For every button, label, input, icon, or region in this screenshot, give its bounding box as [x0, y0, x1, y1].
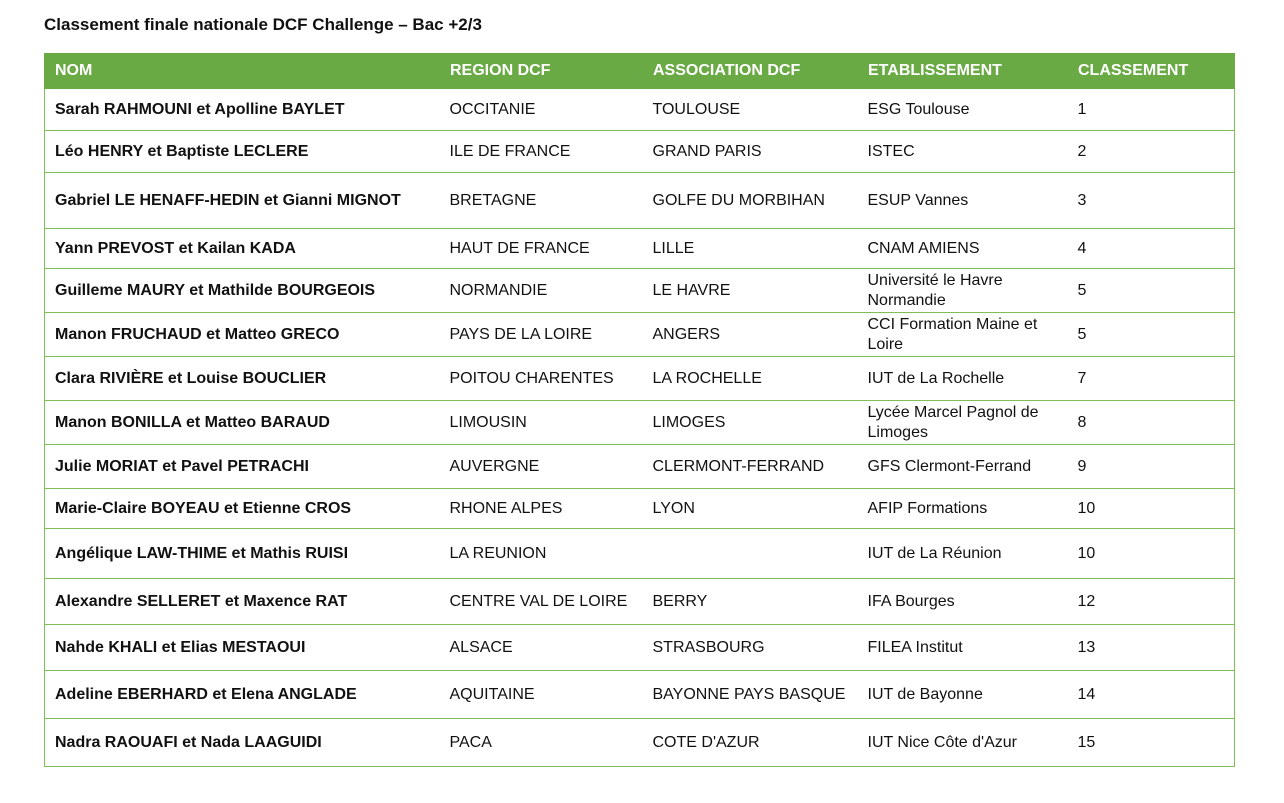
cell-classement: 9 — [1068, 445, 1235, 489]
table-row — [45, 579, 1235, 625]
cell-region: LIMOUSIN — [440, 401, 643, 445]
cell-association: LYON — [643, 489, 858, 529]
cell-nom: Angélique LAW-THIME et Mathis RUISI — [45, 529, 440, 579]
table-row — [45, 313, 1235, 357]
table-row — [45, 671, 1235, 719]
cell-nom: Manon BONILLA et Matteo BARAUD — [45, 401, 440, 445]
cell-classement: 3 — [1068, 173, 1235, 229]
header-row — [45, 54, 1235, 89]
cell-etablissement: IUT de La Réunion — [858, 529, 1068, 579]
cell-association: LA ROCHELLE — [643, 357, 858, 401]
cell-region: CENTRE VAL DE LOIRE — [440, 579, 643, 625]
cell-etablissement: CCI Formation Maine et Loire — [858, 313, 1068, 357]
cell-etablissement: ESUP Vannes — [858, 173, 1068, 229]
table-row — [45, 89, 1235, 131]
table-row — [45, 529, 1235, 579]
cell-etablissement: AFIP Formations — [858, 489, 1068, 529]
cell-etablissement: Université le Havre Normandie — [858, 269, 1068, 313]
cell-classement: 5 — [1068, 313, 1235, 357]
cell-nom: Julie MORIAT et Pavel PETRACHI — [45, 445, 440, 489]
cell-classement: 15 — [1068, 719, 1235, 767]
table-row — [45, 173, 1235, 229]
cell-etablissement: CNAM AMIENS — [858, 229, 1068, 269]
ranking-table — [44, 53, 1235, 767]
cell-nom: Guilleme MAURY et Mathilde BOURGEOIS — [45, 269, 440, 313]
column-header-nom: NOM — [45, 54, 440, 89]
cell-etablissement: ISTEC — [858, 131, 1068, 173]
cell-classement: 1 — [1068, 89, 1235, 131]
page-title: Classement finale nationale DCF Challenge – Bac +2/3 — [44, 15, 482, 34]
cell-nom: Gabriel LE HENAFF-HEDIN et Gianni MIGNOT — [45, 173, 440, 229]
cell-nom: Yann PREVOST et Kailan KADA — [45, 229, 440, 269]
table-row — [45, 489, 1235, 529]
cell-region: PAYS DE LA LOIRE — [440, 313, 643, 357]
cell-classement: 13 — [1068, 625, 1235, 671]
cell-association: LE HAVRE — [643, 269, 858, 313]
cell-nom: Léo HENRY et Baptiste LECLERE — [45, 131, 440, 173]
cell-etablissement: IUT de Bayonne — [858, 671, 1068, 719]
cell-classement: 4 — [1068, 229, 1235, 269]
table-body — [45, 89, 1235, 767]
column-header-region: REGION DCF — [440, 54, 643, 89]
cell-association: STRASBOURG — [643, 625, 858, 671]
cell-etablissement: ESG Toulouse — [858, 89, 1068, 131]
cell-nom: Clara RIVIÈRE et Louise BOUCLIER — [45, 357, 440, 401]
table-row — [45, 625, 1235, 671]
cell-etablissement: GFS Clermont-Ferrand — [858, 445, 1068, 489]
cell-region: POITOU CHARENTES — [440, 357, 643, 401]
cell-etablissement: FILEA Institut — [858, 625, 1068, 671]
table-header — [45, 54, 1235, 89]
cell-etablissement: Lycée Marcel Pagnol de Limoges — [858, 401, 1068, 445]
cell-region: ILE DE FRANCE — [440, 131, 643, 173]
cell-classement: 12 — [1068, 579, 1235, 625]
cell-nom: Adeline EBERHARD et Elena ANGLADE — [45, 671, 440, 719]
cell-region: NORMANDIE — [440, 269, 643, 313]
cell-nom: Nahde KHALI et Elias MESTAOUI — [45, 625, 440, 671]
cell-association — [643, 529, 858, 579]
cell-classement: 2 — [1068, 131, 1235, 173]
column-header-etablissement: ETABLISSEMENT — [858, 54, 1068, 89]
table-row — [45, 269, 1235, 313]
cell-region: RHONE ALPES — [440, 489, 643, 529]
cell-nom: Sarah RAHMOUNI et Apolline BAYLET — [45, 89, 440, 131]
cell-region: HAUT DE FRANCE — [440, 229, 643, 269]
cell-nom: Marie-Claire BOYEAU et Etienne CROS — [45, 489, 440, 529]
cell-classement: 7 — [1068, 357, 1235, 401]
cell-nom: Alexandre SELLERET et Maxence RAT — [45, 579, 440, 625]
cell-region: BRETAGNE — [440, 173, 643, 229]
cell-association: ANGERS — [643, 313, 858, 357]
cell-association: COTE D'AZUR — [643, 719, 858, 767]
table-row — [45, 131, 1235, 173]
cell-classement: 14 — [1068, 671, 1235, 719]
cell-classement: 5 — [1068, 269, 1235, 313]
column-header-association: ASSOCIATION DCF — [643, 54, 858, 89]
cell-etablissement: IUT de La Rochelle — [858, 357, 1068, 401]
cell-region: AQUITAINE — [440, 671, 643, 719]
cell-region: PACA — [440, 719, 643, 767]
column-header-classement: CLASSEMENT — [1068, 54, 1235, 89]
cell-etablissement: IFA Bourges — [858, 579, 1068, 625]
cell-classement: 10 — [1068, 529, 1235, 579]
cell-association: LILLE — [643, 229, 858, 269]
table-row — [45, 229, 1235, 269]
table-row — [45, 445, 1235, 489]
cell-association: BAYONNE PAYS BASQUE — [643, 671, 858, 719]
table-row — [45, 719, 1235, 767]
cell-association: GRAND PARIS — [643, 131, 858, 173]
cell-region: OCCITANIE — [440, 89, 643, 131]
table-row — [45, 401, 1235, 445]
cell-region: AUVERGNE — [440, 445, 643, 489]
cell-nom: Manon FRUCHAUD et Matteo GRECO — [45, 313, 440, 357]
cell-association: BERRY — [643, 579, 858, 625]
cell-classement: 10 — [1068, 489, 1235, 529]
cell-association: TOULOUSE — [643, 89, 858, 131]
cell-association: CLERMONT-FERRAND — [643, 445, 858, 489]
cell-region: ALSACE — [440, 625, 643, 671]
cell-region: LA REUNION — [440, 529, 643, 579]
cell-nom: Nadra RAOUAFI et Nada LAAGUIDI — [45, 719, 440, 767]
cell-association: GOLFE DU MORBIHAN — [643, 173, 858, 229]
cell-classement: 8 — [1068, 401, 1235, 445]
cell-association: LIMOGES — [643, 401, 858, 445]
table-row — [45, 357, 1235, 401]
cell-etablissement: IUT Nice Côte d'Azur — [858, 719, 1068, 767]
